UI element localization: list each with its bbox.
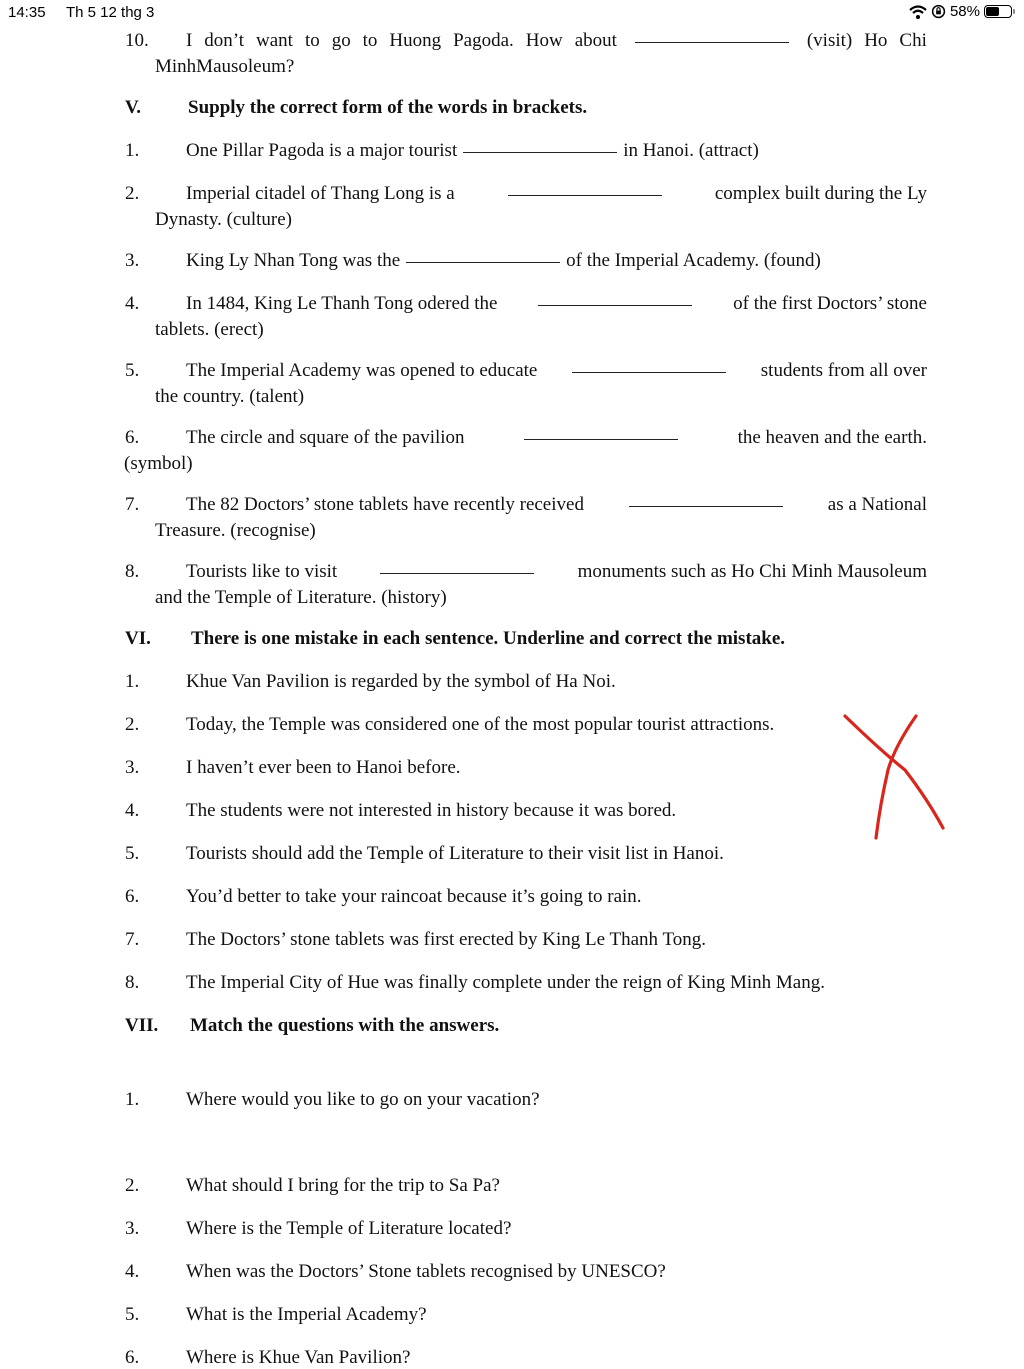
v-item-line <box>186 183 927 205</box>
section-v-title: Supply the correct form of the words in brackets. <box>188 97 588 118</box>
vii-item-text: Where is the Temple of Literature located? <box>186 1218 512 1239</box>
vii-item-text: Where would you like to go on your vacation? <box>186 1089 540 1110</box>
v-item-number: 7. <box>125 494 140 515</box>
q10-word: (visit) <box>806 30 853 51</box>
vi-item-text: The students were not interested in history because it was bored. <box>186 800 677 821</box>
v-item-before: King Ly Nhan Tong was the <box>186 250 401 271</box>
vii-item-number: 4. <box>125 1261 140 1282</box>
q10-word: Chi <box>899 30 927 51</box>
v-item-number: 3. <box>125 250 140 271</box>
v-item-line <box>186 561 927 583</box>
vi-item-number: 1. <box>125 671 140 692</box>
status-time: 14:35 <box>8 4 46 21</box>
section-vii-numeral: VII. <box>125 1015 159 1036</box>
red-x-mark <box>840 710 950 846</box>
q10-word: to <box>362 30 378 51</box>
vi-item-number: 5. <box>125 843 140 864</box>
v-item-after: complex built during the Ly <box>714 183 927 204</box>
vi-item-text: Today, the Temple was considered one of the most popular tourist attractions. <box>186 714 775 735</box>
q10-word: Pagoda. <box>453 30 514 51</box>
q10-number: 10. <box>125 30 149 51</box>
answer-blank[interactable] <box>380 572 534 574</box>
vii-item-number: 1. <box>125 1089 140 1110</box>
v-item-before: Tourists like to visit <box>186 561 338 582</box>
v-item-before: Imperial citadel of Thang Long is a <box>186 183 455 204</box>
answer-blank[interactable] <box>508 194 662 196</box>
vi-item-text: Tourists should add the Temple of Literature to their visit list in Hanoi. <box>186 843 724 864</box>
v-item-before: The circle and square of the pavilion <box>186 427 465 448</box>
vii-item-text: Where is Khue Van Pavilion? <box>186 1347 411 1368</box>
v-item-line <box>186 293 927 315</box>
vi-item-text: I haven’t ever been to Hanoi before. <box>186 757 461 778</box>
v-item-after: of the Imperial Academy. (found) <box>566 250 821 271</box>
battery-percent: 58% <box>949 3 980 20</box>
v-item-after: students from all over <box>760 360 927 381</box>
section-vi-title: There is one mistake in each sentence. Underline and correct the mistake. <box>191 628 786 649</box>
v-item-before: The 82 Doctors’ stone tablets have recently received <box>186 494 584 515</box>
vi-item-text: Khue Van Pavilion is regarded by the symbol of Ha Noi. <box>186 671 616 692</box>
vi-item-number: 4. <box>125 800 140 821</box>
q10-word: go <box>331 30 351 51</box>
q10-word: want <box>256 30 293 51</box>
answer-blank[interactable] <box>524 438 678 440</box>
q10-word: I <box>186 30 193 51</box>
v-item-before: In 1484, King Le Thanh Tong odered the <box>186 293 498 314</box>
v-item-continuation: the country. (talent) <box>155 386 305 407</box>
v-item-continuation: and the Temple of Literature. (history) <box>155 587 447 608</box>
q10-word: to <box>304 30 320 51</box>
vii-item-text: What should I bring for the trip to Sa Pa? <box>186 1175 500 1196</box>
answer-blank[interactable] <box>629 505 783 507</box>
vi-item-number: 3. <box>125 757 140 778</box>
vii-item-text: What is the Imperial Academy? <box>186 1304 427 1325</box>
v-item-after: as a National <box>827 494 927 515</box>
vii-item-number: 2. <box>125 1175 140 1196</box>
v-item-line <box>186 250 821 272</box>
q10-word: Ho <box>864 30 888 51</box>
v-item-number: 1. <box>125 140 140 161</box>
v-item-continuation: (symbol) <box>124 453 193 474</box>
v-item-number: 5. <box>125 360 140 381</box>
answer-blank[interactable] <box>463 151 617 153</box>
v-item-continuation: tablets. (erect) <box>155 319 264 340</box>
v-item-number: 2. <box>125 183 140 204</box>
v-item-continuation: Treasure. (recognise) <box>155 520 316 541</box>
v-item-line <box>186 360 927 382</box>
answer-blank[interactable] <box>572 371 726 373</box>
v-item-number: 6. <box>125 427 140 448</box>
q10-word: about <box>574 30 617 51</box>
vi-item-text: The Imperial City of Hue was finally complete under the reign of King Minh Mang. <box>186 972 825 993</box>
q10-line <box>186 30 927 52</box>
vi-item-text: The Doctors’ stone tablets was first erected by King Le Thanh Tong. <box>186 929 706 950</box>
v-item-continuation: Dynasty. (culture) <box>155 209 292 230</box>
section-vii-title: Match the questions with the answers. <box>190 1015 500 1036</box>
vi-item-number: 7. <box>125 929 140 950</box>
answer-blank[interactable] <box>635 41 789 43</box>
v-item-line <box>186 427 927 449</box>
v-item-before: The Imperial Academy was opened to educate <box>186 360 538 381</box>
v-item-after: the heaven and the earth. <box>737 427 927 448</box>
vi-item-number: 2. <box>125 714 140 735</box>
v-item-after: of the first Doctors’ stone <box>733 293 927 314</box>
v-item-after: in Hanoi. (attract) <box>623 140 759 161</box>
q10-word: Huong <box>389 30 442 51</box>
answer-blank[interactable] <box>538 304 692 306</box>
v-item-number: 8. <box>125 561 140 582</box>
vii-item-number: 5. <box>125 1304 140 1325</box>
answer-blank[interactable] <box>406 261 560 263</box>
v-item-number: 4. <box>125 293 140 314</box>
q10-continuation: MinhMausoleum? <box>155 56 295 77</box>
status-date: Th 5 12 thg 3 <box>66 4 155 21</box>
q10-word: How <box>525 30 563 51</box>
section-vi-numeral: VI. <box>125 628 151 649</box>
vi-item-number: 8. <box>125 972 140 993</box>
vii-item-number: 6. <box>125 1347 140 1368</box>
v-item-line <box>186 494 927 516</box>
vii-item-text: When was the Doctors’ Stone tablets recognised by UNESCO? <box>186 1261 666 1282</box>
v-item-line <box>186 140 759 162</box>
vii-item-number: 3. <box>125 1218 140 1239</box>
vi-item-text: You’d better to take your raincoat because it’s going to rain. <box>186 886 642 907</box>
v-item-after: monuments such as Ho Chi Minh Mausoleum <box>577 561 927 582</box>
q10-word: don’t <box>204 30 245 51</box>
v-item-before: One Pillar Pagoda is a major tourist <box>186 140 458 161</box>
section-v-numeral: V. <box>125 97 142 118</box>
vi-item-number: 6. <box>125 886 140 907</box>
